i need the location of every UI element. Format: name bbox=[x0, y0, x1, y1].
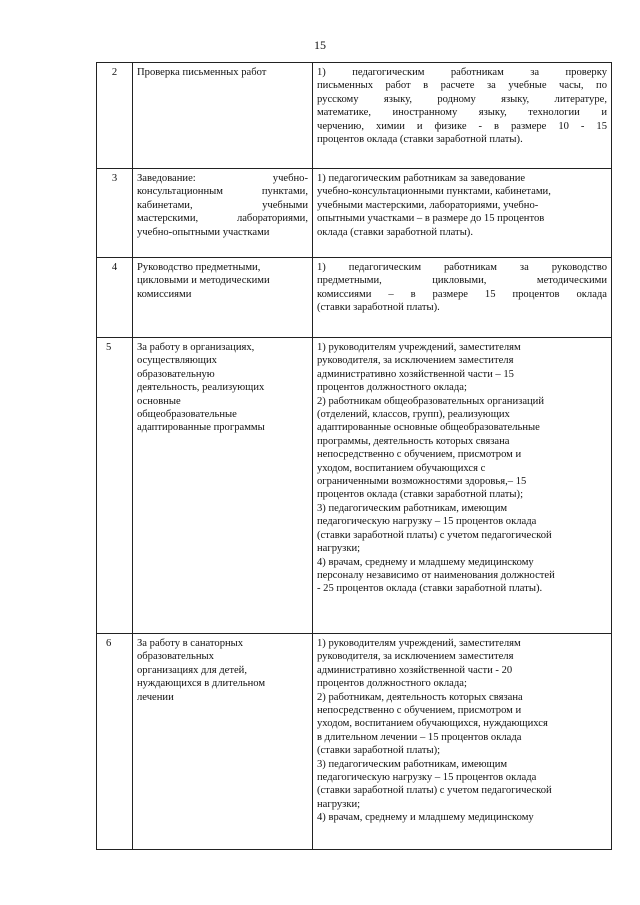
row-description-line: процентов должностного оклада; bbox=[317, 678, 467, 690]
row-description-line: процентов должностного оклада; bbox=[317, 382, 467, 394]
row-title bbox=[133, 338, 313, 634]
row-title-line: Заведование: учебно- bbox=[137, 173, 308, 184]
row-number: 4 bbox=[97, 258, 133, 338]
row-description-line: педагогическую нагрузку – 15 процентов оклада bbox=[317, 516, 537, 528]
row-description-line: письменных работ в расчете за учебные часы, по bbox=[317, 80, 607, 92]
row-title-line: Руководство предметными, bbox=[137, 262, 261, 273]
row-description-line: 1) руководителям учреждений, заместителям bbox=[317, 342, 521, 353]
row-description-line: программы, деятельность которых связана bbox=[317, 435, 510, 447]
row-title bbox=[133, 169, 313, 258]
row-title-line: адаптированные программы bbox=[137, 422, 265, 434]
row-title-line: осуществляющих bbox=[137, 355, 217, 367]
row-description-line: педагогическую нагрузку – 15 процентов оклада bbox=[317, 772, 537, 784]
row-description-line: учебными мастерскими, лабораториями, учебно- bbox=[317, 199, 539, 211]
row-description-line: (ставки заработной платы). bbox=[317, 302, 440, 314]
row-title-line: мастерскими, лабораториями, bbox=[137, 213, 308, 225]
row-description-line: 1) педагогическим работникам за проверку bbox=[317, 67, 607, 78]
row-description-line: (отделений, классов, групп), реализующих bbox=[317, 409, 510, 421]
row-description-line: математике, иностранному языку, технологии и bbox=[317, 107, 607, 119]
row-title-line: нуждающихся в длительном bbox=[137, 678, 266, 690]
row-description-line: процентов оклада (ставки заработной платы); bbox=[317, 489, 524, 501]
row-description-line: 1) педагогическим работникам за руководство bbox=[317, 262, 607, 273]
row-description-line: - 25 процентов оклада (ставки заработной платы). bbox=[317, 583, 543, 595]
row-description-line: 3) педагогическим работникам, имеющим bbox=[317, 758, 508, 770]
row-description-line: нагрузки; bbox=[317, 798, 361, 810]
row-description-line: 1) педагогическим работникам за заведование bbox=[317, 173, 526, 184]
table-row bbox=[97, 63, 612, 169]
row-description-line: 2) работникам общеобразовательных организаций bbox=[317, 395, 545, 407]
row-description-line: руководителя, за исключением заместителя bbox=[317, 355, 514, 367]
table-row bbox=[97, 338, 612, 634]
row-description-line: оклада (ставки заработной платы). bbox=[317, 226, 473, 238]
row-title-line: образовательных bbox=[137, 651, 214, 663]
row-number: 6 bbox=[97, 634, 133, 850]
row-title-line: основные bbox=[137, 395, 181, 407]
row-title-line: консультационным пунктами, bbox=[137, 186, 308, 198]
row-description-line: непосредственно с обучением, присмотром и bbox=[317, 449, 522, 461]
row-description bbox=[313, 169, 612, 258]
row-description-line: русскому языку, родному языку, литературе, bbox=[317, 93, 607, 105]
row-title-line: учебно-опытными участками bbox=[137, 226, 270, 238]
row-description bbox=[313, 338, 612, 634]
row-description-line: 1) руководителям учреждений, заместителям bbox=[317, 638, 521, 649]
table-row bbox=[97, 634, 612, 850]
row-description-line: 3) педагогическим работникам, имеющим bbox=[317, 502, 508, 514]
allowance-table bbox=[96, 62, 612, 850]
page-number: 15 bbox=[314, 38, 326, 52]
row-number: 5 bbox=[97, 338, 133, 634]
row-description-line: непосредственно с обучением, присмотром и bbox=[317, 705, 522, 717]
row-description bbox=[313, 258, 612, 338]
row-title-line: организациях для детей, bbox=[137, 664, 247, 676]
row-title-line: общеобразовательные bbox=[137, 409, 237, 421]
row-description-line: 4) врачам, среднему и младшему медицинскому bbox=[317, 556, 534, 568]
row-description-line: уходом, воспитанием обучающихся с bbox=[317, 462, 486, 474]
row-description-line: адаптированные основные общеобразовательные bbox=[317, 422, 540, 434]
row-title-line: кабинетами, учебными bbox=[137, 199, 308, 211]
row-description-line: руководителя, за исключением заместителя bbox=[317, 651, 514, 663]
row-description-line: (ставки заработной платы) с учетом педагогической bbox=[317, 785, 552, 797]
row-title bbox=[133, 258, 313, 338]
row-description-line: комиссиями – в размере 15 процентов оклада bbox=[317, 288, 607, 300]
row-title-line: Проверка письменных работ bbox=[137, 67, 267, 78]
row-description-line: учебно-консультационными пунктами, кабинетами, bbox=[317, 186, 551, 198]
row-description-line: 4) врачам, среднему и младшему медицинскому bbox=[317, 812, 534, 824]
row-description-line: нагрузки; bbox=[317, 543, 361, 555]
row-description-line: в длительном лечении – 15 процентов оклада bbox=[317, 731, 522, 743]
row-number: 2 bbox=[97, 63, 133, 169]
row-description-line: (ставки заработной платы) с учетом педагогической bbox=[317, 529, 552, 541]
row-description-line: опытными участками – в размере до 15 процентов bbox=[317, 213, 545, 225]
row-title-line: цикловыми и методическими bbox=[137, 275, 270, 287]
row-title-line: деятельность, реализующих bbox=[137, 382, 265, 394]
row-description-line: ограниченными возможностями здоровья,– 15 bbox=[317, 476, 527, 488]
row-description bbox=[313, 634, 612, 850]
row-number: 3 bbox=[97, 169, 133, 258]
table-row bbox=[97, 169, 612, 258]
row-description-line: административно хозяйственной части - 20 bbox=[317, 664, 513, 676]
row-description-line: 2) работникам, деятельность которых связана bbox=[317, 691, 523, 703]
row-description-line: предметными, цикловыми, методическими bbox=[317, 275, 607, 287]
row-description-line: (ставки заработной платы); bbox=[317, 745, 441, 757]
row-title-line: образовательную bbox=[137, 368, 215, 380]
row-title-line: За работу в организациях, bbox=[137, 342, 255, 353]
row-title-line: За работу в санаторных bbox=[137, 638, 244, 649]
row-title-line: лечении bbox=[137, 691, 174, 703]
row-title-line: комиссиями bbox=[137, 288, 192, 300]
row-description-line: персоналу независимо от наименования должностей bbox=[317, 569, 555, 581]
row-description-line: процентов оклада (ставки заработной платы). bbox=[317, 134, 523, 146]
row-description bbox=[313, 63, 612, 169]
row-title bbox=[133, 634, 313, 850]
row-description-line: черчению, химии и физике - в размере 10 - 15 bbox=[317, 120, 607, 132]
row-description-line: административно хозяйственной части – 15 bbox=[317, 368, 514, 380]
row-title bbox=[133, 63, 313, 169]
table-row bbox=[97, 258, 612, 338]
row-description-line: уходом, воспитанием обучающихся, нуждающихся bbox=[317, 718, 548, 730]
